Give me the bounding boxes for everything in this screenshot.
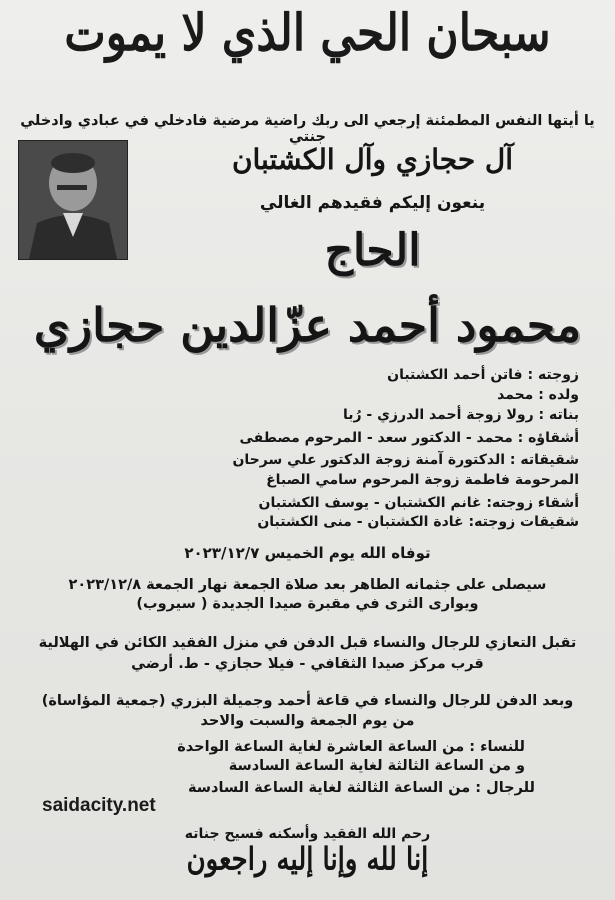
relative-line: أشقاؤه : محمد - الدكتور سعد - المرحوم مصطفى — [239, 430, 579, 446]
honorific-title: الحاج — [324, 225, 421, 276]
header-calligraphy: سبحان الحي الذي لا يموت — [64, 4, 551, 63]
funeral-line: ويوارى الثرى في مقبرة صيدا الجديدة ( سيروب) — [136, 596, 479, 612]
relative-line: ولده : محمد — [497, 387, 579, 403]
relative-line: زوجته : فاتن أحمد الكشتبان — [387, 367, 579, 383]
closing-calligraphy: إنا لله وإنا إليه راجعون — [186, 842, 429, 878]
relative-line: شقيقاته : الدكتورة آمنة زوجة الدكتور علي سرحان — [232, 452, 579, 468]
portrait-image — [19, 141, 127, 259]
announcement-text: ينعون إليكم فقيدهم الغالي — [259, 193, 486, 213]
condolence-line: من يوم الجمعة والسبت والاحد — [200, 713, 415, 729]
quran-verse: يا أيتها النفس المطمئنة إرجعي الى ربك راضية مرضية فادخلي في عبادي وادخلي جنتي — [20, 113, 595, 145]
relative-line: بناته : رولا زوجة أحمد الدرزي - رُبا — [342, 407, 579, 423]
condolence-line: تقبل التعازي للرجال والنساء قبل الدفن في منزل الفقيد الكائن في الهلالية — [38, 635, 577, 651]
relative-line: شقيقات زوجته: غادة الكشتبان - منى الكشتبان — [257, 514, 579, 530]
schedule-line: و من الساعة الثالثة لغاية الساعة السادسة — [228, 758, 525, 774]
condolence-line: وبعد الدفن للرجال والنساء في قاعة أحمد وجميلة البزري (جمعية المؤاساة) — [41, 693, 574, 709]
deceased-name: محمود أحمد عزّالدين حجازي — [33, 298, 582, 352]
site-watermark: saidacity.net — [42, 795, 156, 816]
relative-line: أشقاء زوجته: غانم الكشتبان - يوسف الكشتبان — [258, 495, 579, 511]
funeral-line: سيصلى على جثمانه الطاهر بعد صلاة الجمعة نهار الجمعة ٢٠٢٣/١٢/٨ — [68, 577, 547, 593]
condolence-line: قرب مركز صيدا الثقافي - فيلا حجازي - ط. أرضي — [131, 656, 484, 672]
death-date: توفاه الله يوم الخميس ٢٠٢٣/١٢/٧ — [184, 544, 431, 562]
schedule-line: للنساء : من الساعة العاشرة لغاية الساعة الواحدة — [177, 739, 525, 755]
family-names: آل حجازي وآل الكشتبان — [231, 143, 514, 176]
closing-prayer: رحم الله الفقيد وأسكنه فسيح جناته — [184, 826, 431, 842]
schedule-line: للرجال : من الساعة الثالثة لغاية الساعة السادسة — [187, 780, 535, 796]
deceased-photo — [18, 140, 128, 260]
relative-line: المرحومة فاطمة زوجة المرحوم سامي الصباغ — [266, 472, 579, 488]
